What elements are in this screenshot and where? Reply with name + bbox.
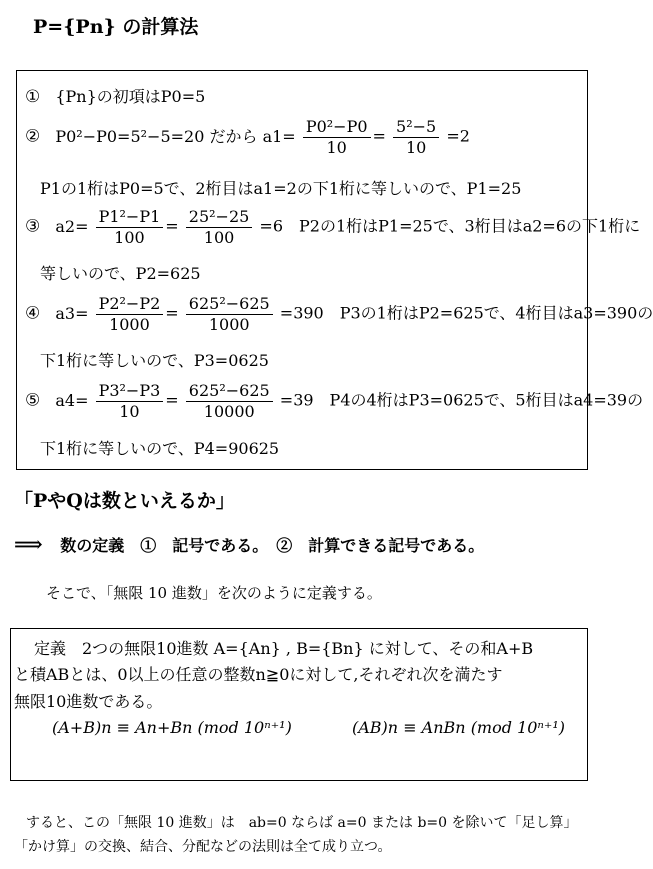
fraction	[303, 118, 371, 156]
fraction-denominator: 100	[203, 227, 235, 247]
item-marker: ①	[25, 87, 41, 107]
definition-of-number-line	[14, 532, 484, 556]
fraction	[186, 382, 273, 420]
fraction-denominator: 10	[405, 137, 427, 157]
fraction	[96, 208, 164, 246]
definition-of-number-text: 数の定義 ① 記号である。 ② 計算できる記号である。	[60, 536, 485, 555]
fraction-numerator: 625²−625	[186, 382, 273, 402]
fraction-denominator: 10	[119, 401, 140, 421]
calc-line-1	[25, 84, 205, 107]
calc-line-2: ② P0²−P0=5²−5=20 だから a1= $\frac{\text{P0²−P0}}{10}$ = $\frac{\text{5²−5}}{10}$ =2	[25, 117, 470, 157]
definition-line-2: と積ABとは、0以上の任意の整数n≧0に対して,それぞれ次を満たす	[14, 665, 503, 684]
calc-line-6: ④ a3= $\frac{\text{P2²−P2}}{1000}$ = $\frac{\text{625²−625}}{1000}$ =390 P3の1桁はP2=625で、4桁目はa3=390の	[25, 294, 653, 334]
fraction	[393, 118, 439, 156]
fraction-denominator: 1000	[109, 314, 150, 334]
calc-line-5: 等しいので、P2=625	[40, 264, 201, 283]
item-marker: ④	[25, 303, 41, 324]
intro-text: そこで、「無限 10 進数」を次のように定義する。	[46, 584, 382, 602]
fraction	[186, 208, 253, 246]
fraction-numerator: P2²−P2	[96, 295, 164, 315]
closing-line-2: 「かけ算」の交換、結合、分配などの法則は全て成り立つ。	[14, 839, 392, 855]
calc-line-3: P1の1桁はP0=5で、2桁目はa1=2の下1桁に等しいので、P1=25	[40, 179, 522, 198]
calc-line-9: 下1桁に等しいので、P4=90625	[40, 439, 280, 458]
fraction-denominator: 10	[326, 137, 347, 157]
item-marker: ②	[25, 126, 41, 147]
fraction-numerator: P3²−P3	[96, 382, 164, 402]
calc-text: P0²−P0=5²−5=20 だから a1=	[55, 126, 296, 146]
fraction	[96, 382, 164, 420]
calc-text: =390 P3の1桁はP2=625で、4桁目はa3=390の	[279, 303, 653, 323]
sum-formula: (A+B)n ≡ An+Bn (mod 10ⁿ⁺¹)	[52, 718, 292, 737]
item-marker: ③	[25, 216, 41, 237]
closing-line-1: すると、この「無限 10 進数」は ab=0 ならば a=0 または b=0 を除いて「足し算」	[26, 815, 578, 831]
fraction-numerator: 25²−25	[186, 208, 253, 228]
fraction-numerator: P1²−P1	[96, 208, 164, 228]
calc-text: a4=	[55, 390, 89, 410]
page-title: P={Pn} の計算法	[33, 16, 199, 38]
fraction-denominator: 1000	[208, 314, 250, 334]
fraction-denominator: 100	[114, 227, 145, 247]
calc-text: a3=	[55, 303, 89, 323]
calc-text: a2=	[55, 216, 89, 236]
definition-line-3: 無限10進数である。	[14, 692, 163, 711]
question-heading: 「PやQは数といえるか」	[14, 490, 235, 512]
calc-text: {Pn}の初項はP0=5	[55, 87, 206, 106]
calc-line-7: 下1桁に等しいので、P3=0625	[40, 351, 269, 370]
implies-arrow-icon: ⟹	[14, 532, 43, 556]
fraction-numerator: 625²−625	[186, 295, 273, 315]
fraction-denominator: 10000	[203, 401, 255, 421]
definition-line-1: 定義 2つの無限10進数 A={An} , B={Bn} に対して、その和A+B	[34, 639, 534, 658]
calc-line-4: ③ a2= $\frac{\text{P1²−P1}}{100}$ = $\frac{\text{25²−25}}{100}$ =6 P2の1桁はP1=25で、3桁目はa2=6の下1桁に	[25, 207, 641, 247]
item-marker: ⑤	[25, 390, 41, 411]
calc-text: =6 P2の1桁はP1=25で、3桁目はa2=6の下1桁に	[259, 216, 641, 236]
fraction-numerator: P0²−P0	[303, 118, 371, 138]
calc-text: =2	[446, 126, 470, 146]
fraction	[186, 295, 273, 333]
fraction-numerator: 5²−5	[393, 118, 439, 138]
fraction	[96, 295, 164, 333]
calc-text: =39 P4の4桁はP3=0625で、5桁目はa4=39の	[279, 390, 644, 410]
product-formula: (AB)n ≡ AnBn (mod 10ⁿ⁺¹)	[352, 718, 566, 737]
calc-line-8: ⑤ a4= $\frac{\text{P3²−P3}}{10}$ = $\frac{\text{625²−625}}{10000}$ =39 P4の4桁はP3=0625で、5桁目はa4=39の	[25, 381, 644, 421]
